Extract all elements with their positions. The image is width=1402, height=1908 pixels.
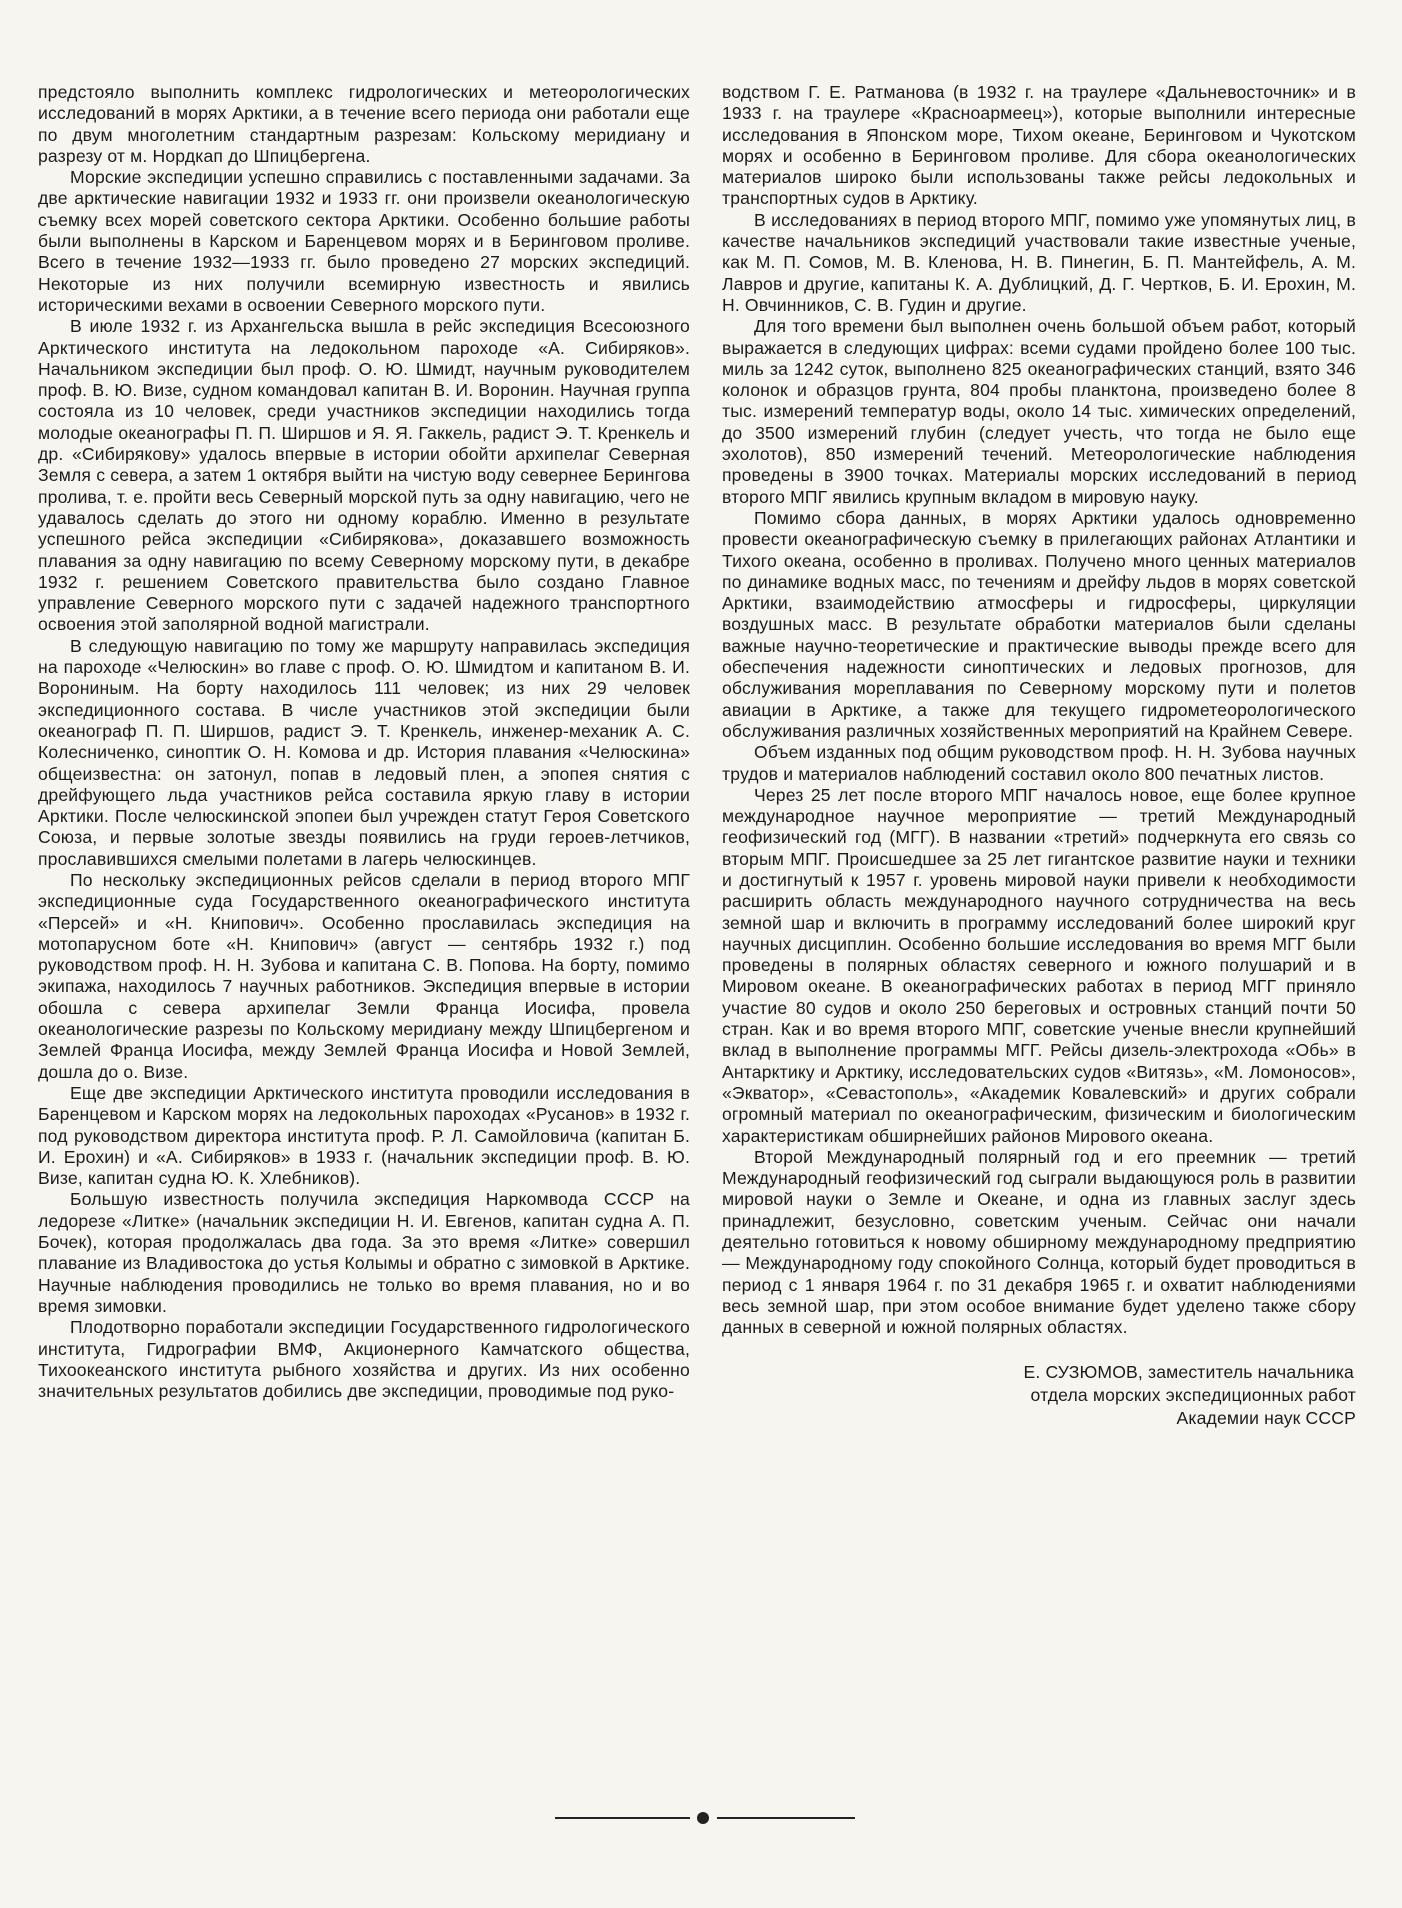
paragraph: Объем изданных под общим руководством проф. Н. Н. Зубова научных трудов и материалов наблюдений составил около 800 печатных листов. [722,742,1356,784]
paragraph: В исследованиях в период второго МПГ, помимо уже упомянутых лиц, в качестве начальников экспедиций участвовали такие известные ученые, как М. П. Сомов, М. В. Кленова, Н. В. Пинегин, Б. П. Мантейфель, А. М. Лавров и другие, капитаны К. А. Дублицкий, Д. Г. Чертков, Б. И. Ерохин, М. Н. Овчинников, С. В. Гудин и другие. [722,209,1356,315]
paragraph: Морские экспедиции успешно справились с поставленными задачами. За две арктические навигации 1932 и 1933 гг. они произвели океанологическую съемку всех морей советского сектора Арктики. Особенно большие работы были выполнены в Карском и Баренцевом морях и в Беринговом проливе. Всего в течение 1932—1933 гг. было проведено 27 морских экспедиций. Некоторые из них получили всемирную известность и явились историческими вехами в освоении Северного морского пути. [38,167,690,315]
divider-rule-left [555,1817,690,1819]
paragraph: водством Г. Е. Ратманова (в 1932 г. на траулере «Дальневосточник» и в 1933 г. на траулере «Красноармеец»), которые выполнили интересные исследования в Японском море, Тихом океане, Беринговом и Чукотском морях и особенно в Беринговом проливе. Для сбора океанологических материалов широко были использованы также рейсы ледокольных и транспортных судов в Арктику. [722,82,1356,209]
signature-organization-line: Академии наук СССР [1176,1407,1356,1428]
paragraph: Еще две экспедиции Арктического института проводили исследования в Баренцевом и Карском морях на ледокольных пароходах «Русанов» в 1932 г. под руководством директора института проф. Р. Л. Самойловича (капитан Б. И. Ерохин) и «А. Сибиряков» в 1933 г. (начальник экспедиции проф. В. Ю. Визе, капитан судна Ю. К. Хлебников). [38,1082,690,1189]
paragraph: Для того времени был выполнен очень большой объем работ, который выражается в следующих цифрах: всеми судами пройдено более 100 тыс. миль за 1242 суток, выполнено 825 океанографических станций, взято 346 колонок и образцов грунта, 804 пробы планктона, произведено более 8 тыс. измерений температур воды, около 14 тыс. химических определений, до 3500 измерений глубин (следует учесть, что тогда не было еще эхолотов), 850 измерений течений. Метеорологические наблюдения проведены в 3900 точках. Материалы морских исследований в период второго МПГ явились крупным вкладом в мировую науку. [722,316,1356,507]
paragraph: предстояло выполнить комплекс гидрологических и метеорологических исследований в морях Арктики, а в течение всего периода они работали еще по двум многолетним стандартным разрезам: Кольскому меридиану и разрезу от м. Нордкап до Шпицбергена. [38,82,690,166]
left-column [38,82,690,1402]
signature-author-line: Е. СУЗЮМОВ, заместитель начальника [1023,1361,1354,1382]
right-column [722,82,1356,1430]
divider-rule-right [717,1817,855,1819]
paragraph: По нескольку экспедиционных рейсов сделали в период второго МПГ экспедиционные суда Государственного океанографического института «Персей» и «Н. Книпович». Особенно прославилась экспедиция на мотопарусном боте «Н. Книпович» (август — сентябрь 1932 г.) под руководством проф. Н. Н. Зубова и капитана С. В. Попова. На борту, помимо экипажа, находилось 7 научных работников. Экспедиция впервые в истории обошла с севера архипелаг Земли Франца Иосифа, провела океанологические разрезы по Кольскому меридиану между Шпицбергеном и Землей Франца Иосифа, между Землей Франца Иосифа и Новой Землей, дошла до о. Визе. [38,869,690,1082]
footer-ornament-divider [555,1812,855,1824]
paragraph: Через 25 лет после второго МПГ началось новое, еще более крупное международное научное мероприятие — третий Международный геофизический год (МГГ). В названии «третий» подчеркнута его связь со вторым МПГ. Происшедшее за 25 лет гигантское развитие науки и техники и достигнутый к 1957 г. уровень мировой науки привели к необходимости расширить область международного научного сотрудничества на весь земной шар и включить в программу исследований более широкий круг научных дисциплин. Особенно большие исследования во время МГГ были проведены в полярных областях северного и южного полушарий и в Мировом океане. В океанографических работах в период МГГ приняло участие 80 судов и около 250 береговых и островных станций почти 50 стран. Как и во время второго МПГ, советские ученые внесли крупнейший вклад в выполнение программы МГГ. Рейсы дизель-электрохода «Обь» в Антарктику и Арктику, исследовательских судов «Витязь», «М. Ломоносов», «Экватор», «Севастополь», «Академик Ковалевский» и других собрали огромный материал по океанографическим, физическим и биологическим характеристикам обширнейших районов Мирового океана. [722,784,1356,1146]
paragraph: В следующую навигацию по тому же маршруту направилась экспедиция на пароходе «Челюскин» во главе с проф. О. Ю. Шмидтом и капитаном В. И. Ворониным. На борту находилось 111 человек; из них 29 человек экспедиционного состава. В числе участников этой экспедиции были океанограф П. П. Ширшов, радист Э. Т. Кренкель, инженер-механик А. С. Колесниченко, синоптик О. Н. Комова и др. История плавания «Челюскина» общеизвестна: он затонул, попав в ледовый плен, а эпопея снятия с дрейфующего льда участников рейса составила яркую главу в истории Арктики. После челюскинской эпопеи был учрежден статут Героя Советского Союза, и первые золотые звезды появились на груди героев-летчиков, прославившихся смелыми полетами в лагерь челюскинцев. [38,635,690,869]
paragraph: В июле 1932 г. из Архангельска вышла в рейс экспедиция Всесоюзного Арктического института на ледокольном пароходе «А. Сибиряков». Начальником экспедиции был проф. О. Ю. Шмидт, научным руководителем проф. В. Ю. Визе, судном командовал капитан В. И. Воронин. Научная группа состояла из 10 человек, среди участников экспедиции находились тогда молодые океанографы П. П. Ширшов и Я. Я. Гаккель, радист Э. Т. Кренкель и др. «Сибирякову» удалось впервые в истории обойти архипелаг Северная Земля с севера, а затем 1 октября выйти на чистую воду севернее Берингова пролива, т. е. пройти весь Северный морской путь за одну навигацию, чего не удавалось сделать до этого ни одному кораблю. Именно в результате успешного рейса экспедиции «Сибирякова», доказавшего возможность плавания за одну навигацию по всему Северному морскому пути, в декабре 1932 г. решением Советского правительства было создано Главное управление Северного морского пути с задачей надежного транспортного освоения этой заполярной водной магистрали. [38,316,690,635]
paragraph: Большую известность получила экспедиция Наркомвода СССР на ледорезе «Литке» (начальник экспедиции Н. И. Евгенов, капитан судна А. П. Бочек), которая продолжалась два года. За это время «Литке» совершил плавание из Владивостока до устья Колымы и обратно с зимовкой в Арктике. Научные наблюдения проводились не только во время плавания, но и во время зимовки. [38,1189,690,1316]
signature-department-line: отдела морских экспедиционных работ [1030,1384,1356,1405]
divider-dot-icon [697,1812,709,1824]
paragraph: Плодотворно поработали экспедиции Государственного гидрологического института, Гидрографии ВМФ, Акционерного Камчатского общества, Тихоокеанского института рыбного хозяйства и других. Из них особенно значительных результатов добились две экспедиции, проводимые под руко- [38,1317,690,1402]
author-signature [722,1361,1356,1430]
paragraph: Помимо сбора данных, в морях Арктики удалось одновременно провести океанографическую съемку в прилегающих районах Атлантики и Тихого океана, особенно в проливах. Получено много ценных материалов по динамике водных масс, по течениям и дрейфу льдов в морях советской Арктики, взаимодействию атмосферы и гидросферы, циркуляции воздушных масс. В результате обработки материалов были сделаны важные научно-теоретические и практические выводы прежде всего для обеспечения надежности синоптических и ледовых прогнозов, для обслуживания мореплавания по Северному морскому пути и полетов авиации в Арктике, а также для текущего гидрометеорологического обслуживания различных хозяйственных мероприятий на Крайнем Севере. [722,507,1356,741]
paragraph: Второй Международный полярный год и его преемник — третий Международный геофизический год сыграли выдающуюся роль в развитии мировой науки о Земле и Океане, и одна из главных заслуг здесь принадлежит, безусловно, советским ученым. Сейчас они начали деятельно готовиться к новому обширному международному предприятию — Международному году спокойного Солнца, который будет проводиться в период с 1 января 1964 г. по 31 декабря 1965 г. и охватит наблюдениями весь земной шар, при этом особое внимание будет уделено также сбору данных в северной и южной полярных областях. [722,1146,1356,1338]
